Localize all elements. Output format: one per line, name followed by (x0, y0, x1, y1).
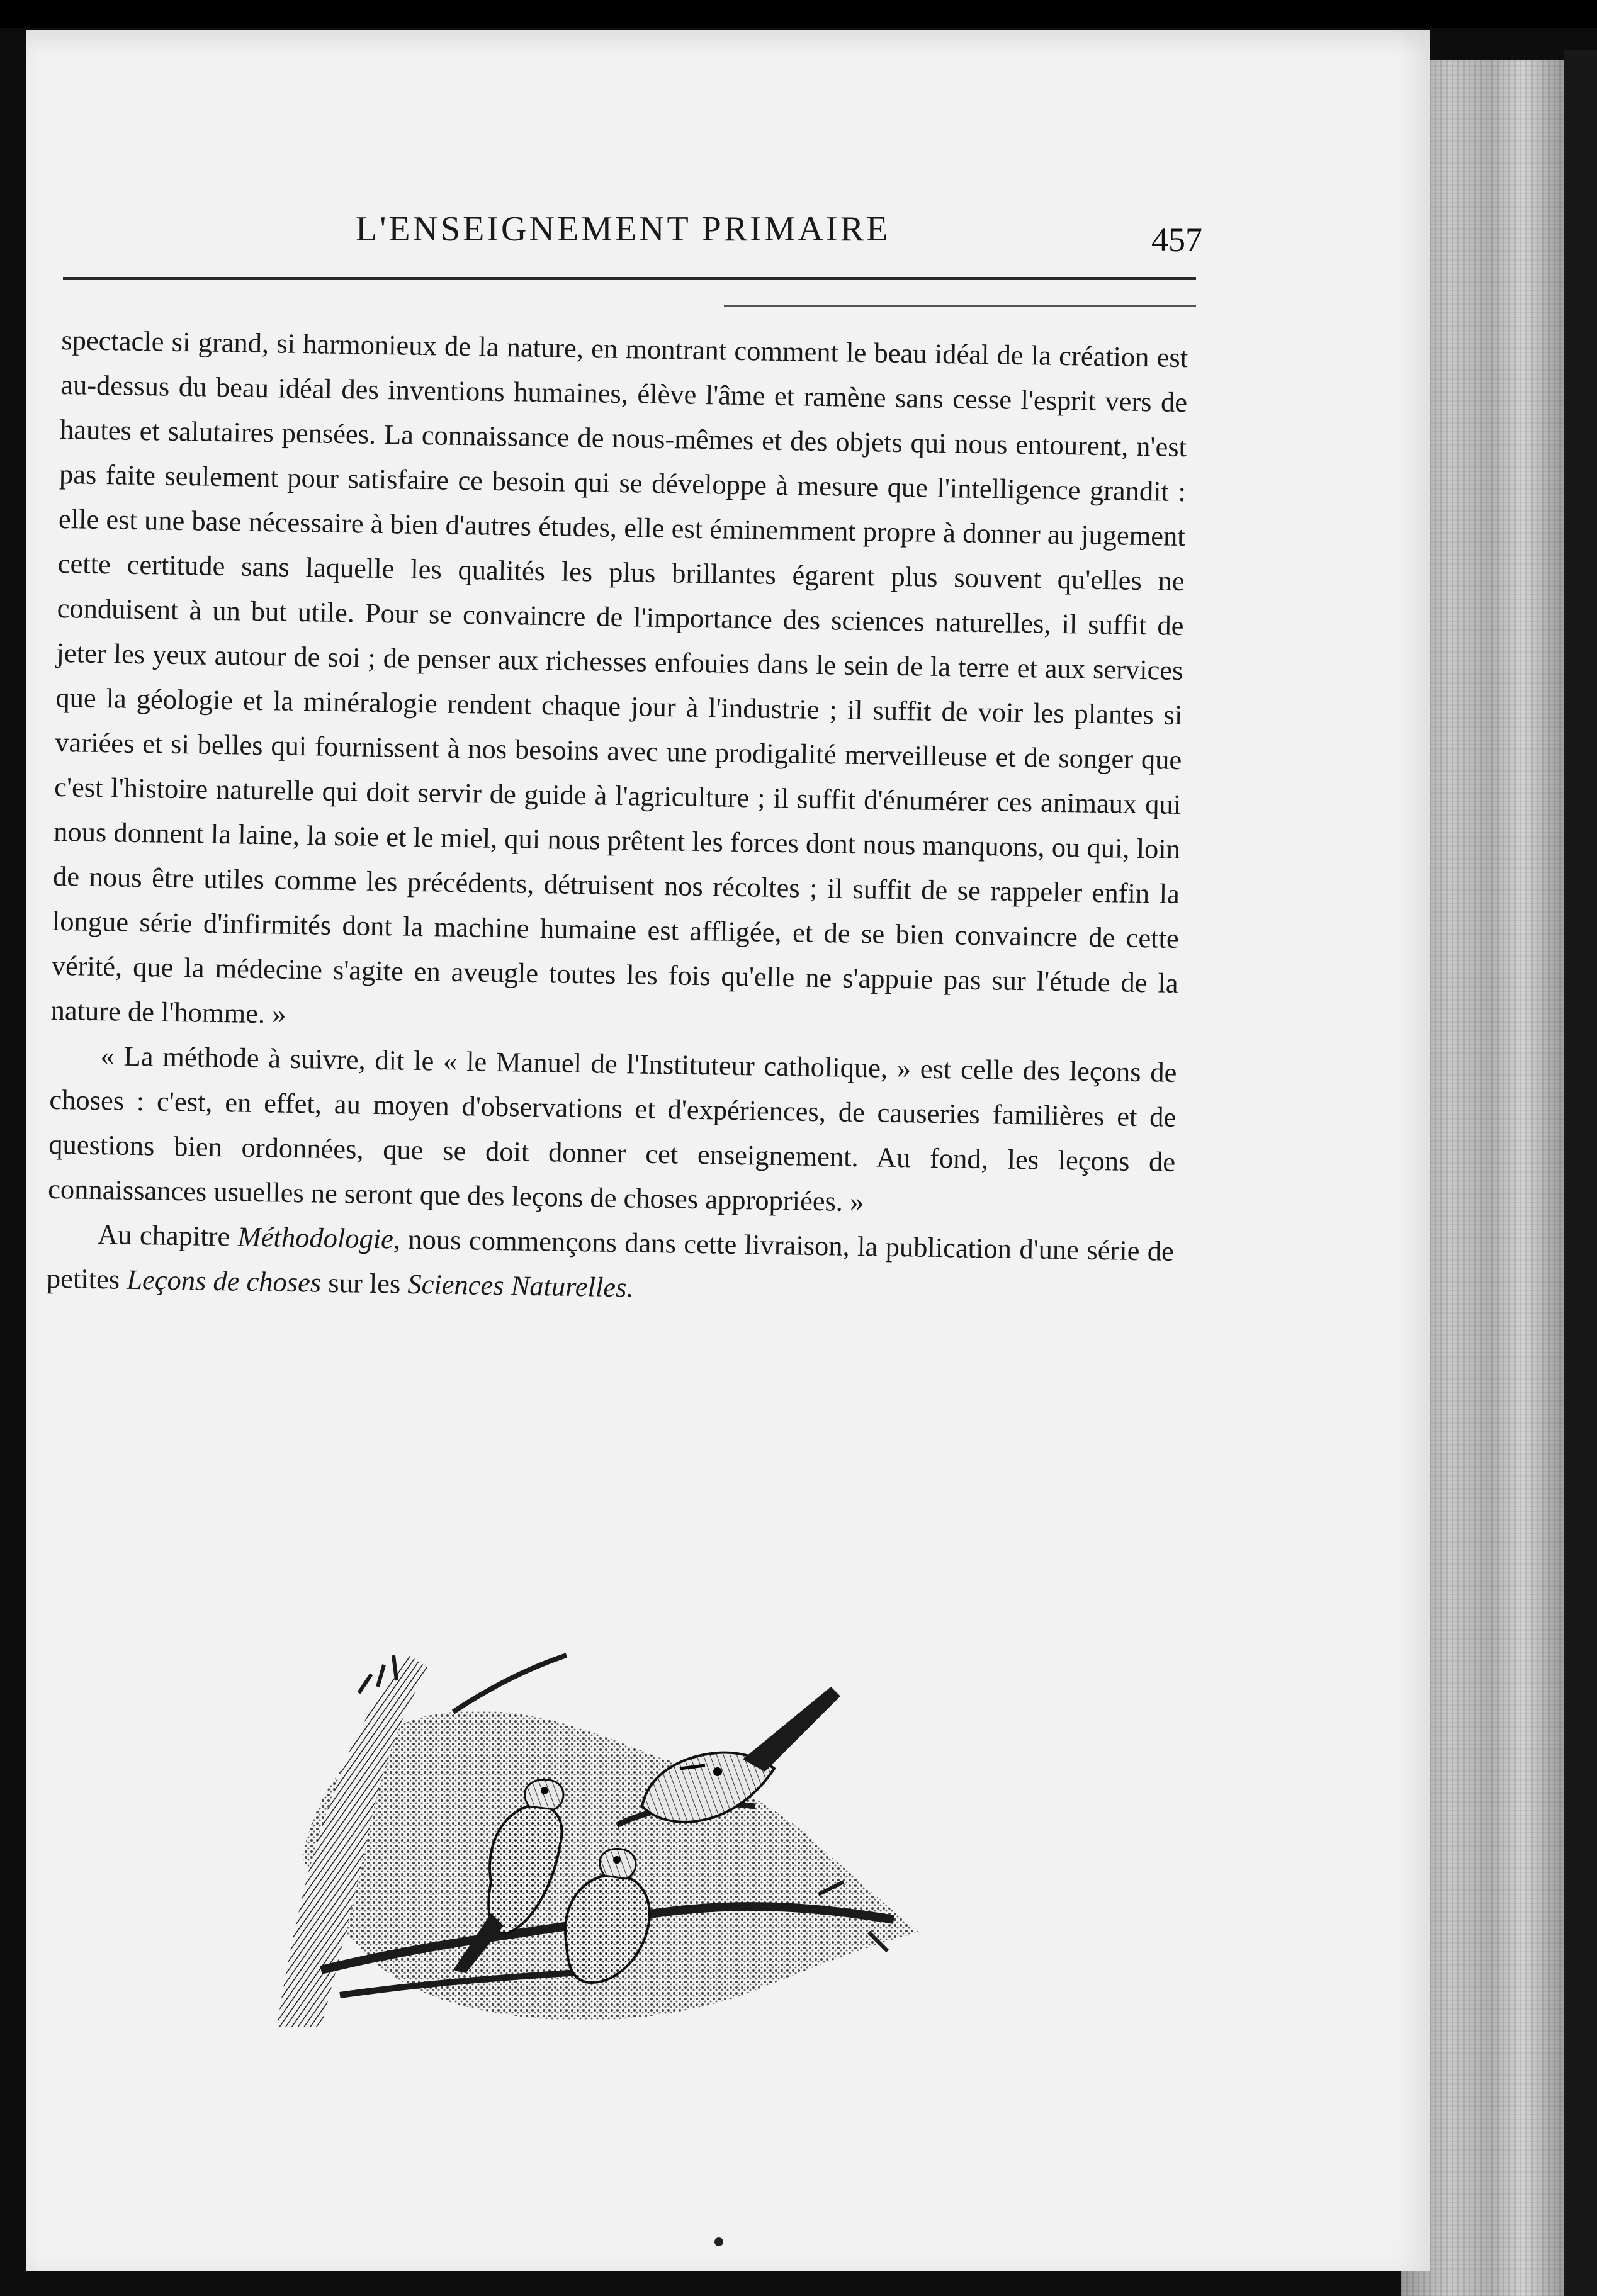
italic-run: Leçons de choses (126, 1263, 322, 1298)
italic-run: Sciences Naturelles. (407, 1268, 634, 1303)
italic-run: Méthodologie, (237, 1220, 401, 1255)
paragraph: « La méthode à suivre, dit le « le Manuel de l'Instituteur catholique, » est celle des leçons de choses : c'est, en effet, au moyen d'observations et d'expériences, de causeries familières et de questions bien ordonnées, que se doit donner cet enseignement. Au fond, les leçons de connaissances usuelles ne seront que des leçons de choses appropriées. » (47, 1040, 1177, 1218)
body-text (46, 318, 1188, 1319)
header-rule (63, 277, 1196, 280)
header-rule-faint (724, 305, 1196, 307)
paragraph (46, 1212, 1174, 1319)
film-frame-right (1564, 50, 1597, 2296)
birds-on-branch-icon (264, 1618, 944, 2033)
birds-illustration (264, 1618, 944, 2033)
text-run: Au chapitre (97, 1218, 239, 1252)
page-number: 457 (1151, 221, 1202, 259)
film-frame-top (0, 0, 1597, 28)
page-header (63, 201, 1209, 271)
film-speck (714, 2237, 723, 2246)
paragraph: spectacle si grand, si harmonieux de la nature, en montrant comment le beau idéal de la création est au-dessus du beau idéal des inventions humaines, élève l'âme et ramène sans cesse l'esprit vers de hautes et salutaires pensées. La connaissance de nous-mêmes et des objets qui nous entourent, n'est pas faite seulement pour satisfaire ce besoin qui se développe à mesure que l'intelligence grandit : elle est une base nécessaire à bien d'autres études, elle est éminemment propre à donner au jugement cette certitude sans laquelle les qualités les plus brillantes égarent plus souvent qu'elles ne conduisent à un but utile. Pour se convaincre de l'importance des sciences naturelles, il suffit de jeter les yeux autour de soi ; de penser aux richesses enfouies dans le sein de la terre et aux services que la géologie et la minéralogie rendent chaque jour à l'industrie ; il suffit de voir les plantes si variées et si belles qui fournissent à nos besoins avec une prodigalité merveilleuse et de songer que c'est l'histoire naturelle qui doit servir de guide à l'agriculture ; il suffit d'énumérer ces animaux qui nous donnent la laine, la soie et le miel, qui nous prêtent les forces dont nous manquons, ou qui, loin de nous être utiles comme les précédents, détruisent nos récoltes ; il suffit de se rappeler enfin la longue série d'infirmités dont la machine humaine est affligée, et de se bien convaincre de cette vérité, que la médecine s'agite en aveugle toutes les fois qu'elle ne s'appuie pas sur l'étude de la nature de l'homme. » (50, 324, 1188, 1030)
running-title: L'ENSEIGNEMENT PRIMAIRE (356, 210, 891, 249)
text-run: sur les (320, 1266, 408, 1300)
text-run: nous commençons dans cette livraison, la publication d'une série de petites (46, 1223, 1175, 1295)
